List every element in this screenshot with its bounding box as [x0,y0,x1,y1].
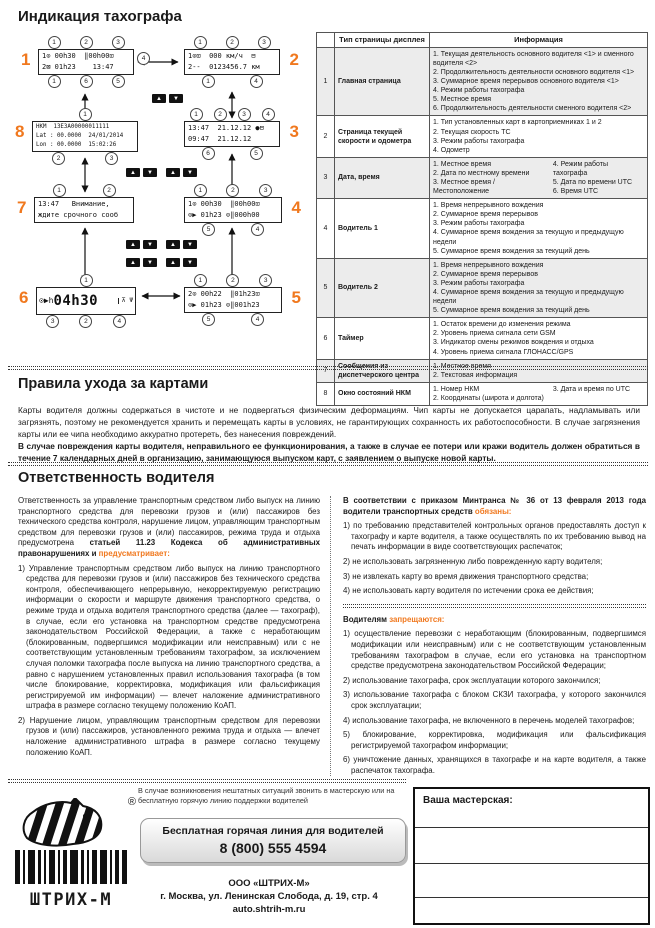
table-row [317,382,648,405]
row-number-cell: 7 [317,359,335,382]
display-pages-table [316,32,648,406]
forbidden-heading [343,615,646,626]
info-line: 6. Время UTC [552,188,599,196]
type-header: Тип страницы дисплея [335,33,430,48]
page-type-cell: Главная страница [335,47,430,116]
nav-buttons [166,240,197,249]
callout-row-bottom [184,147,280,160]
info-line: 2. Дата по местному времени [433,169,530,177]
intro-accent-text: предусматривает: [98,548,170,558]
down-button-icon: ▼ [143,168,157,177]
status-icons: ⊼ Ψ [118,298,133,305]
nav-buttons [126,240,157,249]
callout-row-top [32,108,138,121]
page-type-cell: Водитель 1 [335,199,430,259]
down-button-icon: ▼ [169,94,183,103]
callout-row-top [184,108,280,121]
info-line: 5. Суммарное время вождения за текущий день [433,247,590,255]
callout-row-top [184,36,280,49]
display-line: 1⊙ 00h30 ‖00h00⊡ [42,52,114,60]
hotline-title: Бесплатная горячая линия для водителей [162,825,384,837]
nav-buttons [152,94,183,103]
down-button-icon: ▼ [143,240,157,249]
company-address: г. Москва, ул. Ленинская Слобода, д. 19, стр. 4 [160,891,378,902]
callout-number: 5 [202,223,215,236]
page-type-cell: Окно состояний НКМ [335,382,430,405]
callout-number: 2 [226,184,239,197]
callout-number: 5 [112,75,125,88]
responsibility-left-items [18,564,320,759]
info-column-left [433,261,644,316]
callout-number: 2 [79,315,92,328]
callout-column-right [137,52,150,65]
info-line: 4. Режим работы тахографа [552,160,608,177]
info-line: 1. Номер НКМ [433,385,480,393]
list-item: 2) использование тахографа, срок эксплуатации которого закончился; [343,675,601,685]
callout-number: 4 [262,108,275,121]
list-item: 6) уничтожение данных, хранящихся в тахографе и на карте водителя, а также распечаток тахографа. [343,755,646,775]
callout-number: 1 [202,75,215,88]
callout-row-bottom [184,313,282,326]
display-line: Lon : 00.0000 15:02:26 [36,141,117,148]
info-cell [430,116,648,157]
info-line: 5. Местное время [433,96,491,104]
obliged-heading-accent: обязаны: [474,506,512,516]
info-line: 3. Дата и время по UTC [552,385,631,393]
info-columns [433,320,644,356]
display-table-body [317,47,648,405]
responsibility-intro [18,496,320,560]
display-number-label: 6 [19,288,29,307]
table-row [317,116,648,157]
nav-buttons [166,168,197,177]
info-line: 5. Суммарное время вождения за текущий день [433,307,590,315]
row-number-cell: 6 [317,318,335,359]
info-column-left [433,385,547,403]
info-line: 4. Режим работы тахографа [433,87,525,95]
tacho-display-6 [19,274,136,328]
workshop-writing-line [415,863,648,864]
row-number-cell: 5 [317,258,335,318]
callout-number: 2 [80,36,93,49]
callout-row-bottom [184,75,280,88]
info-cell [430,157,648,198]
list-item: 3) использование тахографа с блоком СКЗИ тахографа, у которого закончился срок эксплуатации; [343,690,646,710]
callout-number: 3 [105,152,118,165]
display-line: 09:47 21.12.12 [188,135,252,144]
list-item: 3) не извлекать карту во время движения транспортного средства; [343,571,589,581]
callout-number: 3 [46,315,59,328]
info-columns [433,201,644,256]
display-screen [38,49,134,75]
info-line: 4. Одометр [433,146,470,154]
callout-row-bottom [34,223,134,236]
info-cell [430,318,648,359]
down-button-icon: ▼ [143,258,157,267]
display-screen [184,121,280,147]
display-line: 13:47 21.12.12 ●⊟ [188,124,264,132]
display-screen [184,287,282,313]
obliged-items [343,521,646,597]
callout-number: 3 [258,36,271,49]
forbidden-heading-text: Водителям [343,614,390,624]
callout-number: 1 [48,75,61,88]
workshop-box [413,787,650,925]
cards-paragraph: Карты водителя должны содержаться в чистоте и не подвергаться физическим деформациям. Чип карты не допускается царапать, надламывать или загрязнять, поэтому не рекомендуется хранить и перемещать карты в условиях, не гарантирующих сохранность их работоспособности. В случае загрязнения карты или ее чипа необходимо аккуратно протереть, без нанесения повреждений. [18,405,640,440]
cards-paragraph-bold: В случае повреждения карты водителя, неправильного ее функционирования, а также в случае ее потери или кражи водитель должен обратиться в течение 7 календарных дней в организацию, занимающуюся выпуском карт, с заявлением о выпуске новой карты. [18,441,640,464]
info-column-left [433,160,547,196]
callout-number: 6 [80,75,93,88]
company-website: auto.shtrih-m.ru [232,904,306,915]
display-line: Lat : 00.0000 24/01/2014 [36,132,124,139]
info-line: 3. Индикатор смены режимов вождения и отдыха [433,339,594,347]
page-type-cell: Страница текущей скорости и одометра [335,116,430,157]
info-line: 2. Продолжительность деятельности основного водителя <1> [433,68,635,76]
down-button-icon: ▼ [183,168,197,177]
workshop-writing-line [415,827,648,828]
page-type-cell: Водитель 2 [335,258,430,318]
section-divider [8,462,648,466]
callout-number: 2 [226,274,239,287]
row-number-cell: 2 [317,116,335,157]
display-number-label: 4 [291,198,301,217]
display-number-label: 8 [15,122,25,141]
workshop-writing-line [415,897,648,898]
up-button-icon: ▲ [126,258,140,267]
info-column-right [553,160,644,196]
list-item: 4) использование тахографа, не включенного в перечень моделей тахографов; [343,715,635,725]
info-column-left [433,50,644,114]
registered-trademark: ® [127,796,136,808]
table-row [317,318,648,359]
tacho-display-5 [184,274,301,326]
hotline-banner [140,818,406,863]
up-button-icon: ▲ [166,168,180,177]
info-line: 2. Суммарное время перерывов [433,270,538,278]
cards-section-title: Правила ухода за картами [18,376,209,392]
info-line: 3. Режим работы тахографа [433,279,525,287]
info-columns [433,385,644,403]
footer-note: В случае возникновения нештатных ситуаций звонить в мастерскую или на бесплатную горячую линию поддержки водителей [138,786,395,806]
list-item: 5) блокирование, корректировка, модификация или фальсификация регистрируемой тахографом информации; [343,730,646,750]
table-row [317,157,648,198]
row-number-cell: 1 [317,47,335,116]
display-line: 1⊙⊡ 000 км/ч ⊟ [188,52,256,60]
display-screen [36,287,136,315]
row-number-cell: 4 [317,199,335,259]
page-type-cell: Дата, время [335,157,430,198]
table-row [317,258,648,318]
right-column-divider [343,604,646,608]
up-button-icon: ▲ [166,240,180,249]
nav-buttons [166,258,197,267]
callout-number: 3 [259,184,272,197]
tachograph-diagram [10,36,314,336]
tacho-display-1 [21,36,146,88]
shtrih-m-logo [8,798,134,910]
callout-number: 5 [250,147,263,160]
company-block [138,878,400,915]
page-type-cell: Сообщения из диспетчерского центра [335,359,430,382]
tacho-display-4 [184,184,301,236]
info-column-left [433,362,644,380]
info-line: 1. Текущая деятельность основного водителя <1> и сменного водителя <2> [433,50,634,67]
display-line: 1⊙ 00h30 ‖00h00⊡ [188,200,260,208]
obliged-heading-text: В соответствии с приказом Минтранса № 36 от 13 февраля 2013 года водители транспортных средств [343,496,646,516]
callout-number: 1 [190,108,203,121]
display-line: 2⊙ 00h22 ‖01h23⊡ [188,290,260,298]
table-row [317,199,648,259]
info-line: 1. Тип установленных карт в картоприемниках 1 и 2 [433,119,602,127]
callout-number: 4 [137,52,150,65]
workshop-label: Ваша мастерская: [423,795,513,806]
callout-number: 1 [48,36,61,49]
info-cell [430,258,648,318]
callout-number: 1 [194,36,207,49]
down-button-icon: ▼ [183,240,197,249]
info-line: 2. Текстовая информация [433,371,518,379]
display-line: ждите срочного сооб [38,211,119,220]
info-line: 2. Координаты (широта и долгота) [433,394,544,402]
callout-number: 4 [113,315,126,328]
callout-number: 3 [259,274,272,287]
info-columns [433,362,644,380]
obliged-heading [343,496,646,517]
tacho-display-2 [184,36,299,88]
info-line: 1. Время непрерывного вождения [433,261,544,269]
row-number-cell: 3 [317,157,335,198]
info-column-left [433,118,644,154]
info-line: 4. Суммарное время вождения за текущую и предыдущую недели [433,289,624,306]
list-item: 1) по требованию представителей контрольных органов предоставлять доступ к тахографу и карте водителя, а также осуществлять по их требованию вывод на печать информации в виде соответствующих распечаток; [343,521,646,552]
intro-text: Ответственность за управление транспортным средством либо выпуск на линию транспортного средства для перевозки грузов и (или) пассажиров без технического средства контроля, нарушение лицом, управляющим транспортным средством для перевозки грузов и (или) пассажиров, режима труда и отдыха предусмотрена [18,496,320,548]
info-cell [430,359,648,382]
info-line: 3. Режим работы тахографа [433,137,525,145]
responsibility-left-column [18,496,320,758]
page-title: Индикация тахографа [18,8,182,25]
list-item: 2) Нарушение лицом, управляющим транспортным средством для перевозки грузов и (или) пассажиров, установленного режима труда и отдыха — влечет наложение административного штрафа в размере согласно текущему положению КоАП. [18,715,320,757]
table-row [317,47,648,116]
display-line: 2-- 0123456.7 км [188,63,260,72]
responsibility-right-column [330,496,646,776]
brand-name: ШТРИХ-М [29,890,113,910]
info-column-left [433,201,644,256]
info-line: 2. Суммарное время перерывов [433,211,538,219]
info-line: 1. Местное время [433,362,491,370]
list-item: 1) Управление транспортным средством либо выпуск на линию транспортного средства для перевозки грузов и (или) пассажиров без технического средства контроля, обеспечивающего непрерывную, некорректируемую регистрацию информации о скорости и маршруте движения транспортного средства, о режиме труда и отдыха водителя транспортного средства (далее — тахограф), в случае, если его установка на транспортном средстве предусмотрена законодательством Российской Федерации, а также с неработающим (блокированным, подвергшимся модификации или неисправным) или с не соответствующим установленным требованиям тахографом, за исключением случая поломки тахографа после выпуска на линию транспортного средства, а равно с нарушением установленных правил использования тахографа (в том числе блокирование, корректировка, модификация или фальсификация регистрируемой им информации) — влечет наложение административного штрафа в размере согласно текущему положению КоАП. [18,563,320,711]
display-screen [184,197,282,223]
tacho-display-3 [184,108,299,160]
callout-row-bottom [36,315,136,328]
callout-number: 1 [194,274,207,287]
display-line: ⊙▶ 01h23 ⊙‖001h23 [188,301,260,310]
timer-value: 04h30 [53,293,99,309]
info-columns [433,261,644,316]
row-number-cell: 8 [317,382,335,405]
zebra-barcode-icon [11,798,131,884]
info-columns [433,160,644,196]
activity-icon: ⊙▶h [39,295,54,305]
callout-row-top [36,274,136,287]
info-line: 1. Местное время [433,160,491,168]
table-header-row [317,33,648,48]
callout-number: 3 [238,108,251,121]
info-cell [430,199,648,259]
callout-number: 2 [226,36,239,49]
section-divider [8,366,648,370]
up-button-icon: ▲ [166,258,180,267]
info-column-left [433,320,644,356]
display-number-label: 3 [289,122,299,141]
display-line: 2⊠ 01h23 13:47 [42,63,114,72]
list-item: 4) не использовать карту водителя по истечении срока ее действия; [343,586,594,596]
display-number-label: 5 [291,288,301,307]
info-line: 5. Дата по времени UTC [552,178,633,186]
forbidden-heading-accent: запрещаются: [389,614,445,624]
down-button-icon: ▼ [183,258,197,267]
table-row [317,359,648,382]
info-columns [433,118,644,154]
section-divider [8,779,406,783]
display-screen [184,49,280,75]
display-line: 13:47 Внимание, [38,200,110,208]
info-line: 3. Местное время / Местоположение [433,178,495,196]
info-column-right [553,385,644,403]
callout-row-top [34,184,134,197]
display-screen [34,197,134,223]
display-line: ⊙▶ 01h23 ⊙‖000h00 [188,211,260,220]
intro-bold-text: статьей 11.23 Кодекса об административных правонарушениях и [18,538,320,558]
callout-number: 2 [214,108,227,121]
page-type-cell: Таймер [335,318,430,359]
company-name: ООО «ШТРИХ-М» [228,878,310,889]
callout-row-bottom [184,223,282,236]
nav-buttons [126,168,157,177]
callout-number: 1 [79,108,92,121]
info-cell [430,47,648,116]
info-line: 1. Время непрерывного вождения [433,202,544,210]
hotline-phone: 8 (800) 555 4594 [219,840,327,856]
num-header [317,33,335,48]
display-number-label: 2 [289,50,299,69]
nav-buttons [126,258,157,267]
callout-row-top [38,36,134,49]
up-button-icon: ▲ [126,168,140,177]
info-line: 4. Уровень приема сигнала ГЛОНАСС/GPS [433,348,574,356]
tacho-display-7 [17,184,134,236]
callout-row-bottom [32,152,138,165]
display-line: НКМ 13Е3А00000011111 [36,124,110,130]
info-line: 4. Суммарное время вождения за текущую и предыдущую недели [433,229,624,246]
callout-number: 5 [202,313,215,326]
info-line: 3. Суммарное время перерывов основного водителя <1> [433,78,619,86]
list-item: 2) не использовать загрязненную либо поврежденную карту водителя; [343,556,603,566]
display-number-label: 7 [17,198,27,217]
info-cell [430,382,648,405]
display-screen [32,121,138,152]
up-button-icon: ▲ [152,94,166,103]
tacho-display-8 [15,108,138,165]
callout-number: 3 [112,36,125,49]
callout-row-bottom [38,75,134,88]
list-item: 1) осуществление перевозки с неработающим (блокированным, подвергшимся модификации или неисправным) или с не соответствующим установленным требованиям тахографом в случае, если его установка на транспортном средстве предусмотрена законодательством Российской Федерации; [343,629,646,671]
callout-number: 4 [250,75,263,88]
info-header: Информация [430,33,648,48]
callout-number: 4 [251,223,264,236]
info-columns [433,50,644,114]
info-line: 2. Текущая скорость ТС [433,128,511,136]
callout-number: 1 [194,184,207,197]
callout-number: 1 [53,184,66,197]
responsibility-section-title: Ответственность водителя [18,470,215,486]
callout-number: 2 [103,184,116,197]
callout-row-top [184,184,282,197]
forbidden-items [343,629,646,776]
info-line: 6. Продолжительность деятельности сменного водителя <2> [433,105,632,113]
display-number-label: 1 [21,50,31,69]
info-line: 1. Остаток времени до изменения режима [433,321,571,329]
info-line: 2. Уровень приема сигнала сети GSM [433,330,556,338]
callout-number: 2 [52,152,65,165]
info-line: 3. Режим работы тахографа [433,220,525,228]
callout-number: 4 [251,313,264,326]
callout-row-top [184,274,282,287]
callout-number: 6 [202,147,215,160]
up-button-icon: ▲ [126,240,140,249]
callout-number: 1 [80,274,93,287]
